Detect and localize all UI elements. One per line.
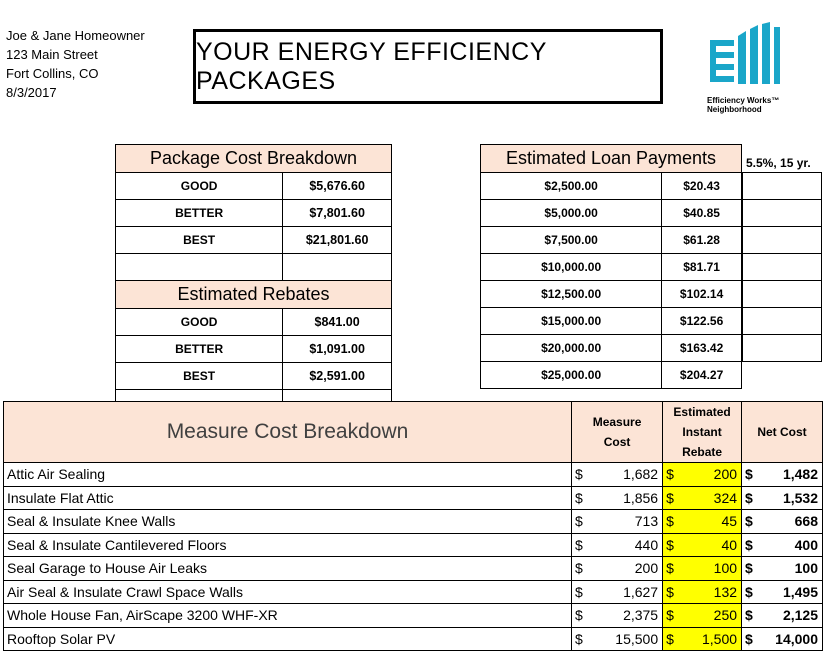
currency-symbol: $ — [572, 557, 590, 581]
loan-payment: $102.14 — [662, 281, 742, 308]
logo-line1: Efficiency Works™ — [707, 96, 780, 105]
currency-symbol: $ — [572, 463, 590, 487]
net-cost: 14,000 — [760, 627, 823, 651]
net-cost: 1,482 — [760, 463, 823, 487]
instant-rebate: 40 — [681, 533, 742, 557]
empty-cell — [743, 227, 822, 254]
package-cost-table — [115, 144, 392, 417]
currency-symbol: $ — [742, 463, 760, 487]
measure-cost: 713 — [590, 510, 663, 534]
measure-cost: 1,682 — [590, 463, 663, 487]
loan-payment: $122.56 — [662, 308, 742, 335]
table-row — [481, 362, 742, 389]
rebate-header — [663, 402, 742, 463]
rebate-value: $1,091.00 — [283, 336, 392, 363]
report-date: 8/3/2017 — [6, 85, 57, 100]
loan-amount: $25,000.00 — [481, 362, 662, 389]
loan-amount: $7,500.00 — [481, 227, 662, 254]
package-value: $21,801.60 — [283, 227, 392, 254]
loan-header: Estimated Loan Payments — [481, 145, 742, 173]
rebate-label: BEST — [116, 363, 283, 390]
loan-amount: $12,500.00 — [481, 281, 662, 308]
currency-symbol: $ — [663, 557, 681, 581]
empty-cell — [116, 254, 283, 281]
measure-header: Measure Cost Breakdown — [4, 402, 572, 463]
table-row — [481, 173, 742, 200]
table-row — [481, 335, 742, 362]
table-row — [116, 336, 392, 363]
rebate-value: $2,591.00 — [283, 363, 392, 390]
measure-name: Rooftop Solar PV — [4, 627, 572, 651]
table-row — [4, 510, 823, 534]
instant-rebate: 324 — [681, 486, 742, 510]
currency-symbol: $ — [572, 604, 590, 628]
header-line: Measure — [592, 415, 642, 429]
measure-cost: 1,627 — [590, 580, 663, 604]
currency-symbol: $ — [663, 486, 681, 510]
measure-name: Whole House Fan, AirScape 3200 WHF-XR — [4, 604, 572, 628]
city-state: Fort Collins, CO — [6, 66, 99, 81]
header-line: Instant — [682, 425, 722, 439]
currency-symbol: $ — [572, 627, 590, 651]
rebate-value: $841.00 — [283, 309, 392, 336]
loan-amount: $10,000.00 — [481, 254, 662, 281]
table-row — [4, 604, 823, 628]
measure-name: Attic Air Sealing — [4, 463, 572, 487]
net-cost: 100 — [760, 557, 823, 581]
header-line: Estimated — [673, 405, 731, 419]
table-row — [116, 363, 392, 390]
loan-extra-column — [742, 172, 822, 362]
loan-payment: $40.85 — [662, 200, 742, 227]
rebate-label: BETTER — [116, 336, 283, 363]
currency-symbol: $ — [663, 533, 681, 557]
currency-symbol: $ — [663, 627, 681, 651]
loan-payment: $61.28 — [662, 227, 742, 254]
table-row — [4, 557, 823, 581]
measure-name: Seal Garage to House Air Leaks — [4, 557, 572, 581]
instant-rebate: 132 — [681, 580, 742, 604]
net-cost: 1,532 — [760, 486, 823, 510]
table-row — [4, 463, 823, 487]
table-row — [116, 173, 392, 200]
empty-cell — [743, 281, 822, 308]
table-row — [481, 200, 742, 227]
instant-rebate: 250 — [681, 604, 742, 628]
instant-rebate: 1,500 — [681, 627, 742, 651]
package-label: BEST — [116, 227, 283, 254]
empty-cell — [743, 200, 822, 227]
package-value: $7,801.60 — [283, 200, 392, 227]
logo-text — [707, 96, 779, 114]
loan-payment: $20.43 — [662, 173, 742, 200]
homeowner-address — [6, 26, 145, 102]
table-row — [481, 254, 742, 281]
currency-symbol: $ — [742, 627, 760, 651]
table-row — [116, 200, 392, 227]
page-title: YOUR ENERGY EFFICIENCY PACKAGES — [193, 29, 663, 104]
package-cost-header: Package Cost Breakdown — [116, 145, 392, 173]
loan-payments-table — [480, 144, 742, 389]
empty-cell — [283, 254, 392, 281]
net-cost-header: Net Cost — [742, 402, 823, 463]
net-cost: 668 — [760, 510, 823, 534]
loan-amount: $15,000.00 — [481, 308, 662, 335]
header-line: Cost — [603, 435, 631, 449]
table-row — [4, 533, 823, 557]
table-row — [4, 486, 823, 510]
rebate-label: GOOD — [116, 309, 283, 336]
currency-symbol: $ — [742, 510, 760, 534]
measure-name: Seal & Insulate Knee Walls — [4, 510, 572, 534]
rebates-header: Estimated Rebates — [116, 281, 392, 309]
currency-symbol: $ — [742, 533, 760, 557]
currency-symbol: $ — [663, 463, 681, 487]
net-cost: 2,125 — [760, 604, 823, 628]
table-row — [4, 627, 823, 651]
package-label: GOOD — [116, 173, 283, 200]
measure-name: Seal & Insulate Cantilevered Floors — [4, 533, 572, 557]
homeowner-name: Joe & Jane Homeowner — [6, 28, 145, 43]
currency-symbol: $ — [572, 533, 590, 557]
empty-cell — [743, 308, 822, 335]
loan-rate-label: 5.5%, 15 yr. — [746, 156, 811, 170]
measure-name: Insulate Flat Attic — [4, 486, 572, 510]
currency-symbol: $ — [663, 580, 681, 604]
instant-rebate: 45 — [681, 510, 742, 534]
currency-symbol: $ — [742, 557, 760, 581]
currency-symbol: $ — [572, 580, 590, 604]
table-row — [116, 309, 392, 336]
measure-cost: 200 — [590, 557, 663, 581]
currency-symbol: $ — [572, 510, 590, 534]
instant-rebate: 100 — [681, 557, 742, 581]
table-row — [481, 281, 742, 308]
table-row — [4, 580, 823, 604]
net-cost: 1,495 — [760, 580, 823, 604]
table-row — [481, 308, 742, 335]
measure-cost: 440 — [590, 533, 663, 557]
measure-name: Air Seal & Insulate Crawl Space Walls — [4, 580, 572, 604]
empty-cell — [743, 173, 822, 200]
currency-symbol: $ — [742, 486, 760, 510]
package-value: $5,676.60 — [283, 173, 392, 200]
header-line: Rebate — [682, 445, 723, 459]
measure-cost: 15,500 — [590, 627, 663, 651]
measure-cost: 1,856 — [590, 486, 663, 510]
table-row — [116, 227, 392, 254]
currency-symbol: $ — [663, 604, 681, 628]
loan-amount: $2,500.00 — [481, 173, 662, 200]
loan-payment: $204.27 — [662, 362, 742, 389]
measure-cost-header — [572, 402, 663, 463]
loan-payment: $81.71 — [662, 254, 742, 281]
instant-rebate: 200 — [681, 463, 742, 487]
currency-symbol: $ — [742, 604, 760, 628]
logo-line2: Neighborhood — [707, 105, 762, 114]
net-cost: 400 — [760, 533, 823, 557]
table-row — [481, 227, 742, 254]
loan-amount: $20,000.00 — [481, 335, 662, 362]
measure-cost: 2,375 — [590, 604, 663, 628]
empty-cell — [743, 335, 822, 362]
empty-cell — [743, 254, 822, 281]
currency-symbol: $ — [572, 486, 590, 510]
street-address: 123 Main Street — [6, 47, 98, 62]
currency-symbol: $ — [663, 510, 681, 534]
package-label: BETTER — [116, 200, 283, 227]
currency-symbol: $ — [742, 580, 760, 604]
loan-payment: $163.42 — [662, 335, 742, 362]
table-row — [116, 254, 392, 281]
measure-cost-table — [3, 401, 823, 651]
loan-amount: $5,000.00 — [481, 200, 662, 227]
